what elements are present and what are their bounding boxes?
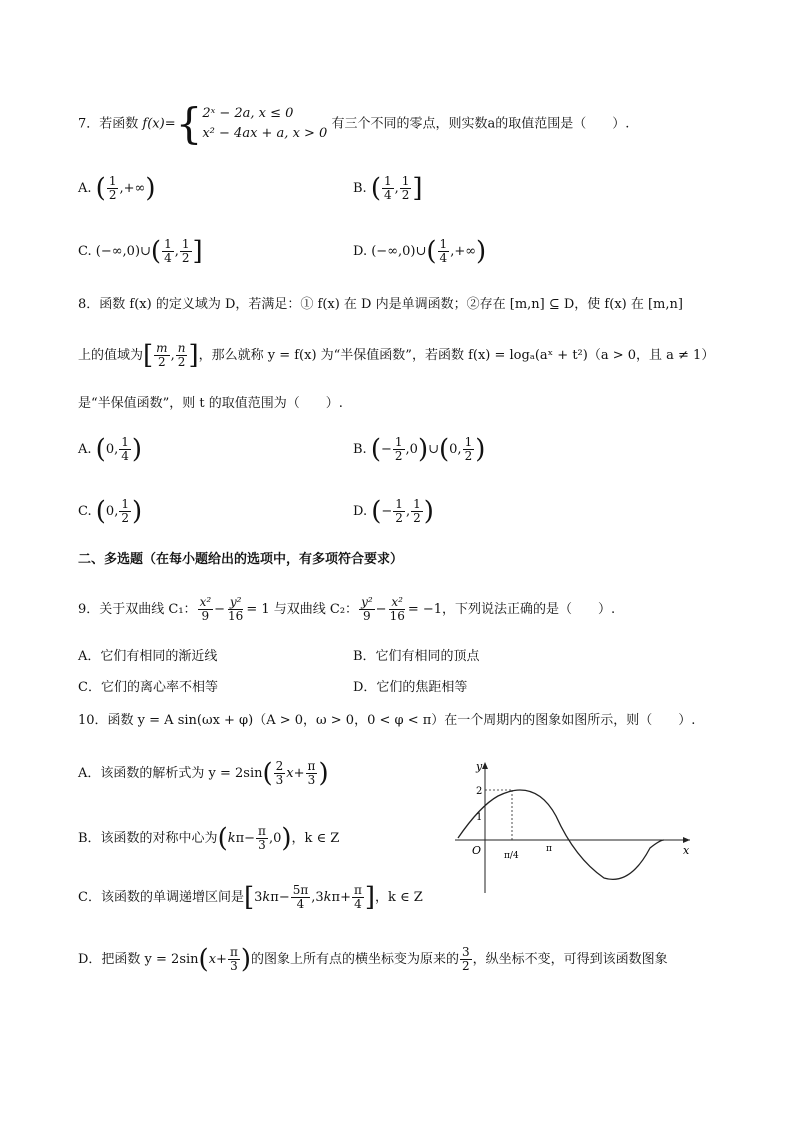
q7-cases — [202, 104, 327, 144]
y-axis-arrow — [482, 762, 488, 769]
q7-brace: { — [175, 99, 203, 148]
q9-part-c: = −1，下列说法正确的是（ ）. — [407, 602, 616, 617]
q8-option-b-label: B. — [353, 442, 367, 457]
q9-option-b: B．它们有相同的顶点 — [353, 649, 480, 664]
q8-option-d: D. (− $\frac{1}{2}$ , $\frac{1}{2}$ ) — [353, 496, 434, 527]
q7-case2: x² − 4ax + a, x > 0 — [202, 126, 328, 141]
q10-option-c: C．该函数的单调递增区间是[3kπ− $\frac{5\pi}{4}$ ,3kπ+ $\frac{\pi}{4}$ ]，k ∈ Z — [78, 882, 423, 913]
q7-option-b: B. ( $\frac{1}{4}$ , $\frac{1}{2}$ ] — [353, 173, 423, 204]
q10-option-c-suffix: ，k ∈ Z — [375, 890, 423, 905]
q7-option-b-label: B. — [353, 181, 367, 196]
q10-option-d-end: ，纵坐标不变，可得到该函数图象 — [472, 952, 668, 967]
q7-option-d: D. (−∞,0)∪( $\frac{1}{4}$ ,+∞) — [353, 236, 487, 267]
q8-line2-b: ，那么就称 y = f(x) 为“半保值函数”，若函数 f(x) = logₐ(aˣ + t²)（a > 0，且 a ≠ 1） — [198, 348, 715, 363]
q9-part-b: = 1 与双曲线 C₂： — [246, 602, 359, 617]
q8-line3: 是“半保值函数”，则 t 的取值范围为（ ）. — [78, 396, 343, 411]
q10-option-d-mid: 的图象上所有点的横坐标变为原来的 — [250, 952, 459, 967]
graph-tick-1: 1 — [476, 812, 483, 823]
q10-option-a-text: A．该函数的解析式为 y = 2sin — [78, 766, 263, 781]
q10-option-b-suffix: ，k ∈ Z — [291, 831, 340, 846]
q9-option-c: C．它们的离心率不相等 — [78, 680, 218, 695]
q9-stem: 9．关于双曲线 C₁： $\frac{\text{x²}}{9}$ − $\frac{\text{y²}}{16}$ = 1 与双曲线 C₂： $\frac{\text{y²}}{9}$ − $\frac{\text{x²}}{16}$ = −1，下列说法正确的是（ ）. — [78, 595, 616, 623]
sine-curve — [458, 790, 664, 879]
q9-option-d: D．它们的焦距相等 — [353, 680, 468, 695]
graph-tick-2: 2 — [476, 786, 483, 797]
q7-option-c: C. (−∞,0)∪( $\frac{1}{4}$ , $\frac{1}{2}$ ] — [78, 236, 203, 267]
q7-option-a-label: A. — [78, 181, 92, 196]
q10-option-c-text: C．该函数的单调递增区间是 — [78, 890, 244, 905]
x-axis-arrow — [683, 837, 690, 843]
q8-line2-a: 上的值域为 — [78, 348, 144, 363]
q7-text: 有三个不同的零点，则实数a的取值范围是（ ）. — [331, 116, 630, 132]
q8-option-b: B. (− $\frac{1}{2}$ ,0)∪(0, $\frac{1}{2}$ ) — [353, 434, 486, 465]
graph-tick-pi4: π/4 — [504, 851, 519, 861]
q10-option-a: A．该函数的解析式为 y = 2sin( $\frac{2}{3}$ x+ $\frac{\pi}{3}$ ) — [78, 758, 329, 789]
q8-option-a: A. (0, $\frac{1}{4}$ ) — [78, 434, 143, 465]
q8-option-a-label: A. — [78, 442, 92, 457]
graph-x-label: x — [683, 844, 690, 857]
section-2-heading: 二、多选题（在每小题给出的选项中，有多项符合要求） — [78, 552, 404, 567]
q10-sine-graph — [450, 758, 700, 898]
graph-y-label: y — [476, 760, 483, 773]
q8-line1: 8．函数 f(x) 的定义域为 D，若满足：① f(x) 在 D 内是单调函数；②存在 [m,n] ⊆ D，使 f(x) 在 [m,n] — [78, 297, 683, 312]
q9-part-a: 9．关于双曲线 C₁： — [78, 602, 197, 617]
q10-stem: 10．函数 y = A sin(ωx + φ)（A > 0，ω > 0，0 < φ < π）在一个周期内的图象如图所示，则（ ）. — [78, 713, 696, 728]
q7-option-a: A. ( $\frac{1}{2}$ ,+∞) — [78, 173, 156, 204]
graph-origin: O — [472, 844, 482, 857]
q9-option-a: A．它们有相同的渐近线 — [78, 649, 218, 664]
q8-line2: 上的值域为[ $\frac{m}{2}$ , $\frac{n}{2}$ ]，那么就称 y = f(x) 为“半保值函数”，若函数 f(x) = logₐ(aˣ + t²)（a > 0，且 a ≠ 1） — [78, 340, 715, 371]
q7-number: 7．若函数 — [78, 116, 139, 132]
q7-case1: 2ˣ − 2a, x ≤ 0 — [202, 106, 294, 121]
q10-option-d: D．把函数 y = 2sin(x+ $\frac{\pi}{3}$ )的图象上所有点的横坐标变为原来的 $\frac{3}{2}$ ，纵坐标不变，可得到该函数图象 — [78, 944, 668, 975]
q7-option-c-label: C. — [78, 244, 92, 259]
q8-option-d-label: D. — [353, 504, 368, 519]
q7-function: f(x)= — [142, 116, 176, 132]
graph-tick-pi: π — [546, 844, 552, 854]
q7-option-d-label: D. — [353, 244, 368, 259]
q10-option-d-text: D．把函数 y = 2sin — [78, 952, 199, 967]
q8-option-c-label: C. — [78, 504, 92, 519]
q7-stem — [78, 99, 630, 148]
q10-option-b-text: B．该函数的对称中心为 — [78, 831, 218, 846]
q8-option-c: C. (0, $\frac{1}{2}$ ) — [78, 496, 143, 527]
q10-option-b: B．该函数的对称中心为(kπ− $\frac{\pi}{3}$ ,0)，k ∈ Z — [78, 823, 340, 854]
